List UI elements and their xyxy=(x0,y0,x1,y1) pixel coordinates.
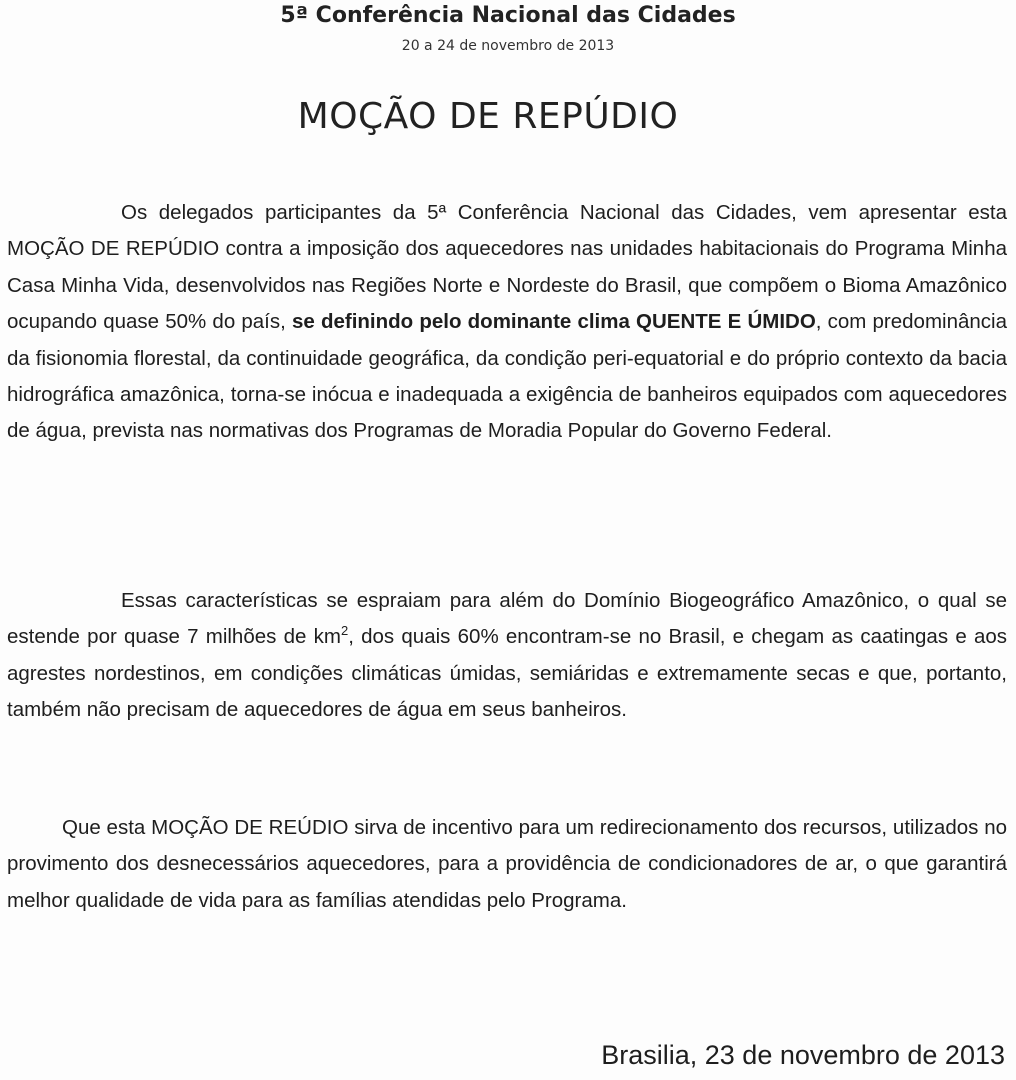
paragraph-1-bold-text: se definindo pelo dominante clima QUENTE E ÚMIDO xyxy=(292,310,816,334)
conference-title: 5ª Conferência Nacional das Cidades xyxy=(280,3,736,28)
conference-dates: 20 a 24 de novembro de 2013 xyxy=(401,38,615,54)
paragraph-2-text-start: Essas características se espraiam para além do Domínio Biogeográfico Amazônico, o qual se estende por quase 7 milhões de km xyxy=(7,589,1007,649)
place-and-date: Brasilia, 23 de novembro de 2013 xyxy=(601,1040,1005,1070)
paragraph-1-text-start: Os delegados participantes da 5ª Conferência Nacional das Cidades, vem apresentar esta MOÇÃO DE REPÚDIO contra a imposição dos aquecedores nas unidades habitacionais do Programa Minha Casa Minha Vida, desenvolvidos nas Regiões Norte e Nordeste do Brasil, que compõem o Bioma Amazônico ocupando quase 50% do país, xyxy=(7,201,1007,334)
paragraph-1-text-end: , com predominância da fisionomia florestal, da continuidade geográfica, da condição peri-equatorial e do próprio contexto da bacia hidrográfica amazônica, torna-se inócua e inadequada a exigência de banheiros equipados com aquecedores de água, prevista nas normativas dos Programas de Moradia Popular do Governo Federal. xyxy=(7,310,1007,443)
paragraph-3: Que esta MOÇÃO DE REÚDIO sirva de incentivo para um redirecionamento dos recursos, utilizados no provimento dos desnecessários aquecedores, para a providência de condicionadores de ar, o que garantirá melhor qualidade de vida para as famílias atendidas pelo Programa. xyxy=(7,816,1007,912)
paragraph-1 xyxy=(7,195,1007,450)
paragraph-2-text-end: , dos quais 60% encontram-se no Brasil, e chegam as caatingas e aos agrestes nordestinos, em condições climáticas úmidas, semiáridas e extremamente secas e que, portanto, também não precisam de aquecedores de água em seus banheiros. xyxy=(7,625,1007,722)
paragraph-2-superscript: 2 xyxy=(340,623,349,639)
paragraph-2 xyxy=(7,583,1007,729)
document-title: MOÇÃO DE REPÚDIO xyxy=(297,96,679,137)
